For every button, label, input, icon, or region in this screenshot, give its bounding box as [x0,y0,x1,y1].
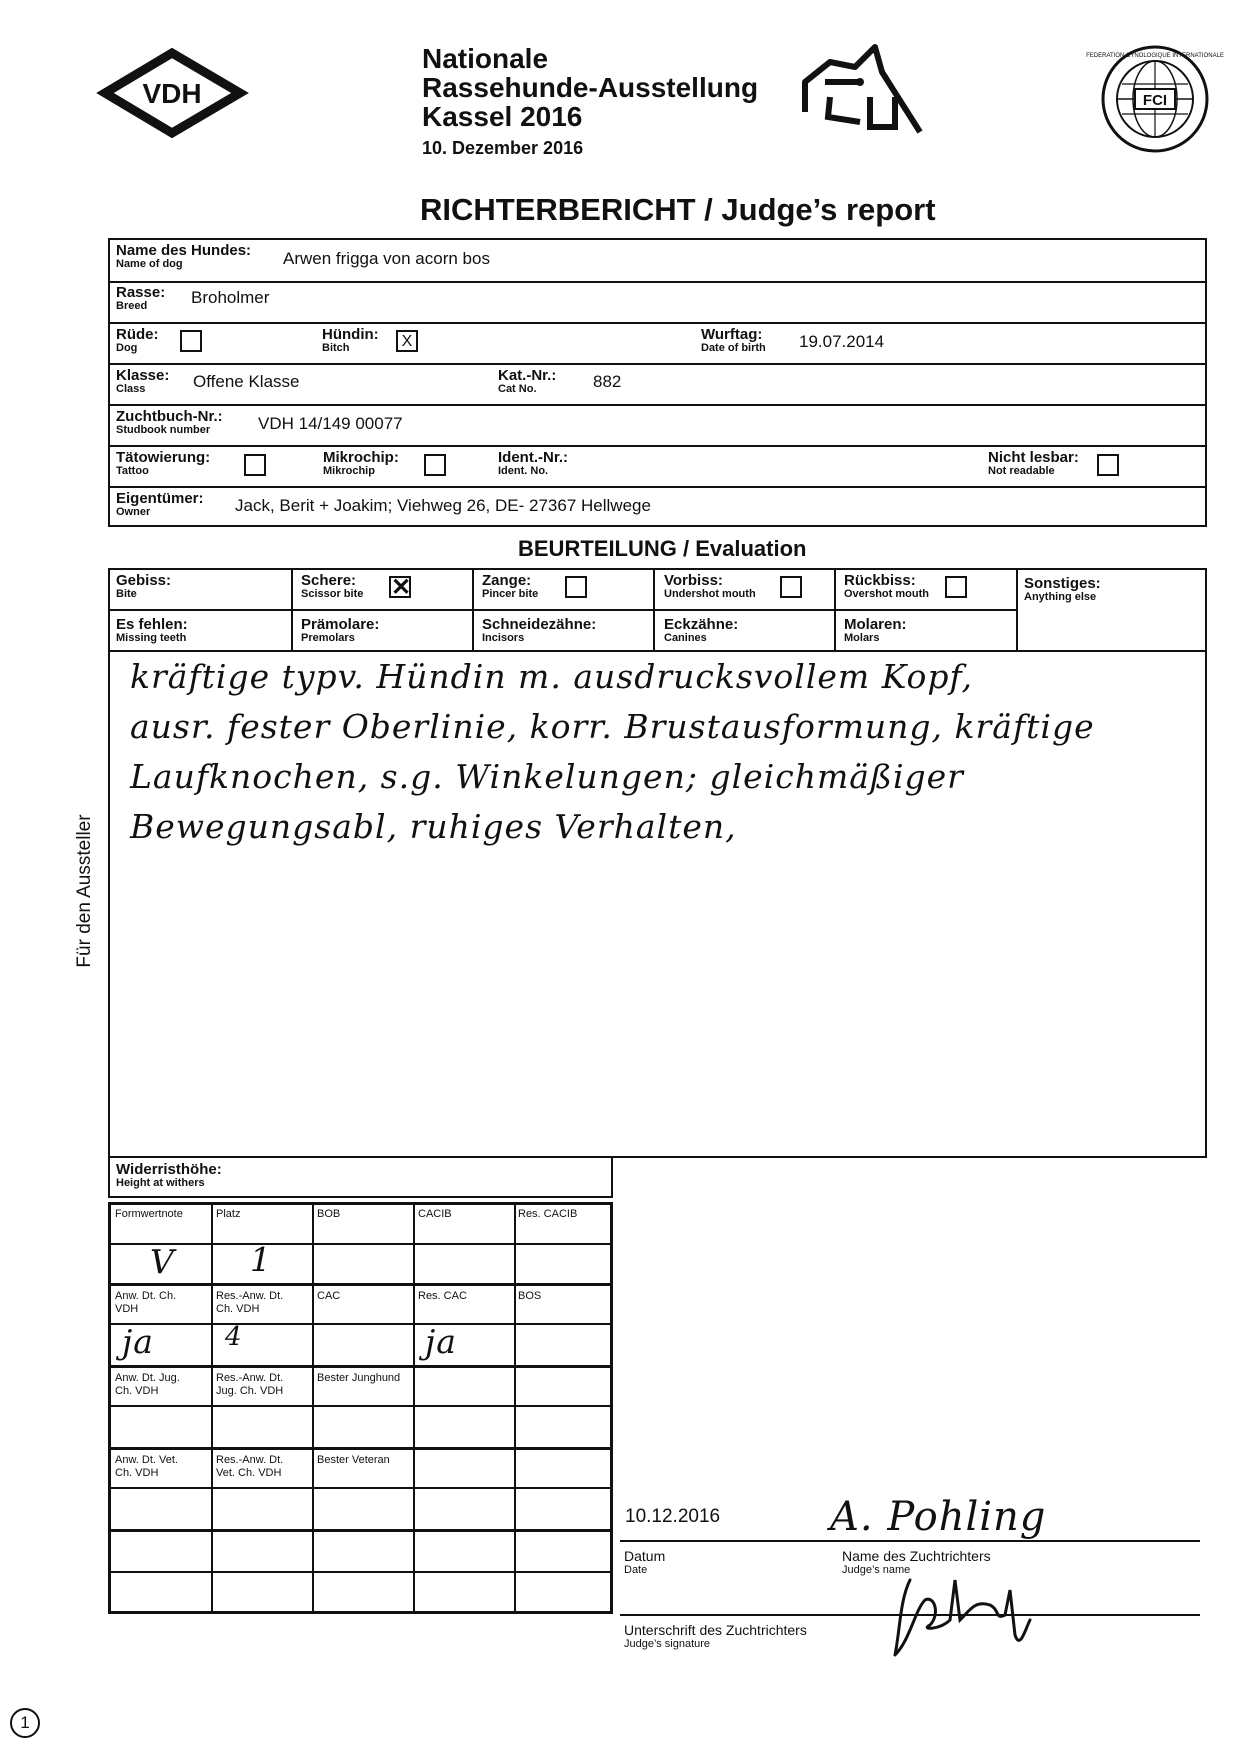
evaluation-line-1: kräftige typv. Hündin m. ausdrucksvollem Kopf, [130,657,973,696]
unreadable-field [988,450,1079,477]
studbook-sub: Studbook number [116,424,211,436]
dog-label: Rüde: [116,326,159,343]
other-sub: Anything else [1024,591,1097,603]
premolar-sub: Premolars [301,632,355,644]
undershot-checkbox[interactable] [780,576,802,598]
overshot-field [844,573,929,600]
header-res-cac: Res. CAC [418,1290,467,1302]
dob-label: Wurftag: [701,326,763,343]
chip-field [323,450,399,477]
judge-name-handwriting: A. Pohling [830,1494,1047,1540]
other-field [1024,576,1101,603]
bite-field [116,573,171,600]
header-formwertnote: Formwertnote [115,1208,183,1220]
bitch-checkbox[interactable] [396,330,418,352]
bite-sub: Bite [116,588,137,600]
scissor-check-mark: ✕ [391,574,412,601]
tattoo-label: Tätowierung: [116,449,211,466]
owner-label: Eigentümer: [116,490,204,507]
withers-label: Widerristhöhe: [116,1161,222,1178]
name-field [116,243,251,270]
pincer-checkbox[interactable] [565,576,587,598]
dog-sub: Dog [116,342,138,354]
class-value: Offene Klasse [193,372,300,391]
fci-ring-text: FEDERATION CYNOLOGIQUE INTERNATIONALE [1086,53,1224,59]
missing-field [116,617,188,644]
signature-label: Unterschrift des Zuchtrichters [624,1622,807,1638]
ident-field [498,450,568,477]
missing-sub: Missing teeth [116,632,187,644]
signature-sub: Judge’s signature [624,1638,711,1650]
chip-checkbox[interactable] [424,454,446,476]
undershot-field [664,573,756,600]
pincer-field [482,573,538,600]
evaluation-handwriting [130,652,1200,852]
dog-head-logo [800,42,930,142]
evaluation-line-4: Bewegungsabl, ruhiges Verhalten, [130,807,737,846]
value-platz: 1 [250,1240,272,1279]
judge-signature [880,1560,1080,1660]
canine-label: Eckzähne: [664,616,739,633]
evaluation-line-3: Laufknochen, s.g. Winkelungen; gleichmäßiger [130,757,964,796]
header-res-cacib: Res. CACIB [518,1208,578,1220]
date-sub: Date [624,1564,648,1576]
vdh-logo-text: VDH [142,78,202,109]
owner-sub: Owner [116,506,151,518]
molar-sub: Molars [844,632,880,644]
studbook-label: Zuchtbuch-Nr.: [116,408,223,425]
judge-name-sub: Judge’s name [842,1564,911,1576]
value-res-cac: ja [425,1322,457,1361]
header-bester-junghund: Bester Junghund [317,1372,401,1384]
canine-sub: Canines [664,632,707,644]
event-title-line-1: Nationale [422,43,549,74]
tattoo-sub: Tattoo [116,465,149,477]
breed-label: Rasse: [116,284,166,301]
overshot-label: Rückbiss: [844,572,916,589]
pincer-sub: Pincer bite [482,588,539,600]
bitch-label: Hündin: [322,326,379,343]
header-res-anw-dt-ch: Res.-Anw. Dt. Ch. VDH [216,1290,284,1315]
header-platz: Platz [216,1208,241,1220]
molar-field [844,617,907,644]
overshot-sub: Overshot mouth [844,588,929,600]
pincer-label: Zange: [482,572,532,589]
dob-field [701,327,766,354]
header-cacib: CACIB [418,1208,452,1220]
date-field [624,1548,665,1577]
event-title-line-2: Rassehunde-Ausstellung [422,72,759,103]
bitch-field [322,327,379,354]
event-date: 10. Dezember 2016 [422,138,584,158]
cat-value: 882 [593,372,622,391]
incisor-field [482,617,596,644]
scissor-label: Schere: [301,572,357,589]
dog-sex-field [116,327,159,354]
studbook-value: VDH 14/149 00077 [258,414,403,433]
undershot-label: Vorbiss: [664,572,723,589]
results-grid [108,1202,613,1614]
header-anw-dt-ch: Anw. Dt. Ch. VDH [115,1290,177,1315]
fci-logo-text: FCI [1142,92,1168,109]
event-title [422,44,758,131]
fci-logo [1086,44,1224,154]
side-label: Für den Aussteller [74,814,95,968]
class-label: Klasse: [116,367,170,384]
header-anw-dt-jug-ch: Anw. Dt. Jug. Ch. VDH [115,1372,180,1397]
tattoo-checkbox[interactable] [244,454,266,476]
judge-name-label: Name des Zuchtrichters [842,1548,991,1564]
date-label: Datum [624,1548,666,1564]
incisor-label: Schneidezähne: [482,616,597,633]
breed-value: Broholmer [191,288,270,307]
event-title-line-3: Kassel 2016 [422,101,583,132]
page-number [10,1708,40,1738]
premolar-field [301,617,379,644]
molar-label: Molaren: [844,616,907,633]
withers-sub: Height at withers [116,1177,205,1189]
date-value: 10.12.2016 [625,1506,721,1527]
header-cac: CAC [317,1290,341,1302]
overshot-checkbox[interactable] [945,576,967,598]
bitch-sub: Bitch [322,342,350,354]
missing-label: Es fehlen: [116,616,188,633]
other-label: Sonstiges: [1024,575,1101,592]
header-anw-dt-vet-ch: Anw. Dt. Vet. Ch. VDH [115,1454,178,1479]
date-rule [620,1540,1200,1542]
tattoo-field [116,450,210,477]
breed-field [116,285,165,312]
studbook-field [116,409,223,436]
undershot-sub: Undershot mouth [664,588,756,600]
unreadable-label: Nicht lesbar: [988,449,1079,466]
owner-value: Jack, Berit + Joakim; Viehweg 26, DE- 27367 Hellwege [235,496,651,515]
unreadable-sub: Not readable [988,465,1055,477]
canine-field [664,617,738,644]
breed-sub: Breed [116,300,148,312]
bite-label: Gebiss: [116,572,172,589]
report-title: RICHTERBERICHT / Judge’s report [420,192,936,227]
chip-sub: Mikrochip [323,465,375,477]
unreadable-checkbox[interactable] [1097,454,1119,476]
premolar-label: Prämolare: [301,616,380,633]
value-formwertnote: V [150,1242,175,1281]
dob-sub: Date of birth [701,342,766,354]
scissor-sub: Scissor bite [301,588,364,600]
chip-label: Mikrochip: [323,449,399,466]
header-bester-veteran: Bester Veteran [317,1454,390,1466]
ident-sub: Ident. No. [498,465,549,477]
header-res-anw-dt-jug-ch: Res.-Anw. Dt. Jug. Ch. VDH [216,1372,284,1397]
value-anw-dt-ch: ja [122,1322,154,1361]
name-sub: Name of dog [116,258,183,270]
ident-label: Ident.-Nr.: [498,449,568,466]
vdh-logo [100,48,245,138]
scissor-checkbox[interactable] [389,574,412,601]
evaluation-line-2: ausr. fester Oberlinie, korr. Brustausformung, kräftige [130,707,1095,746]
page-number-text: 1 [20,1713,30,1732]
class-sub: Class [116,383,146,395]
header-bob: BOB [317,1208,341,1220]
dog-checkbox[interactable] [180,330,202,352]
withers-field [116,1162,222,1189]
signature-field [624,1622,807,1651]
scissor-field [301,573,363,600]
name-value: Arwen frigga von acorn bos [283,249,490,268]
bitch-check-mark: X [401,333,413,350]
evaluation-title: BEURTEILUNG / Evaluation [518,536,807,561]
value-res-anw-dt-ch: 4 [225,1322,243,1352]
owner-field [116,491,204,518]
cat-sub: Cat No. [498,383,537,395]
header-res-anw-dt-vet-ch: Res.-Anw. Dt. Vet. Ch. VDH [216,1454,284,1479]
cat-label: Kat.-Nr.: [498,367,557,384]
dob-value: 19.07.2014 [799,332,885,351]
name-label: Name des Hundes: [116,242,252,259]
class-field [116,368,169,395]
incisor-sub: Incisors [482,632,525,644]
cat-field [498,368,556,395]
header-bos: BOS [518,1290,542,1302]
